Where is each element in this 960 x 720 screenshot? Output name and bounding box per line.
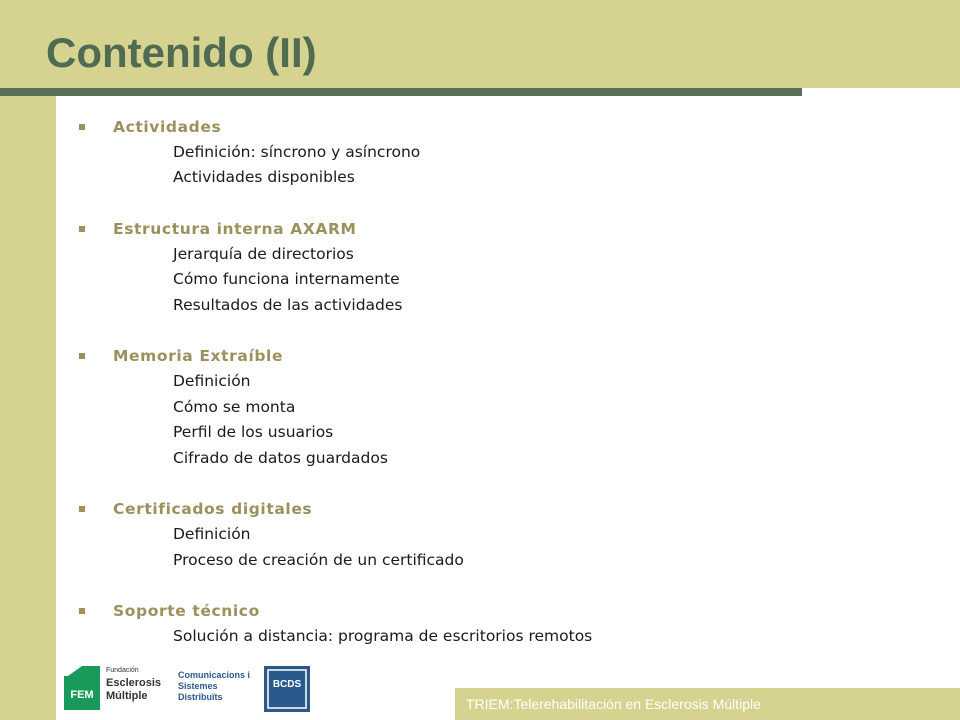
square-bullet-icon	[79, 506, 85, 512]
sub-item: Perfil de los usuarios	[173, 423, 334, 441]
fem-line2: Múltiple	[106, 690, 148, 702]
section-heading	[79, 344, 919, 370]
cs-line2: Sistemes	[178, 681, 218, 691]
sub-item: Cómo se monta	[173, 397, 296, 416]
heading-text: Memoria Extraíble	[113, 347, 284, 366]
sub-item: Cifrado de datos guardados	[173, 448, 388, 467]
section-soporte	[79, 599, 919, 650]
fem-line1: Esclerosis	[106, 677, 162, 689]
partner-logos-graphic	[62, 660, 322, 716]
section-certificados	[79, 497, 919, 574]
section-heading	[79, 114, 919, 140]
bcds-logo	[264, 666, 310, 712]
sub-item: Definición	[173, 525, 251, 543]
fem-small-label: Fundación	[106, 667, 139, 674]
heading-text: Actividades	[113, 117, 222, 136]
fem-logo-label: FEM	[70, 689, 94, 701]
sub-item: Jerarquía de directorios	[173, 244, 354, 263]
heading-text: Soporte técnico	[113, 602, 260, 621]
square-bullet-icon	[79, 226, 85, 232]
slide-content	[79, 114, 919, 675]
sub-item: Proceso de creación de un certificado	[173, 550, 464, 569]
cs-line3: Distribuïts	[178, 692, 223, 702]
section-heading	[79, 216, 919, 242]
sub-item: Solución a distancia: programa de escritorios remotos	[173, 627, 593, 645]
section-heading	[79, 497, 919, 523]
footer-logos	[62, 660, 322, 716]
cs-logo	[178, 670, 250, 702]
footer-text: TRIEM:Telerehabilitación en Esclerosis Múltiple	[466, 696, 761, 712]
slide-title: Contenido (II)	[46, 29, 317, 76]
sub-item: Resultados de las actividades	[173, 295, 403, 314]
sub-item: Definición: síncrono y asíncrono	[173, 142, 421, 161]
section-heading	[79, 599, 919, 625]
bcds-logo-label: BCDS	[272, 679, 302, 690]
footer-bar	[455, 688, 960, 720]
sub-item: Definición	[173, 372, 251, 390]
left-decorative-band	[0, 0, 56, 720]
section-estructura	[79, 216, 919, 318]
square-bullet-icon	[79, 124, 85, 130]
heading-text: Estructura interna AXARM	[113, 219, 357, 238]
sub-item: Cómo funciona internamente	[173, 270, 400, 288]
section-memoria	[79, 344, 919, 472]
title-underline-rule	[0, 88, 802, 96]
cs-line1: Comunicacions i	[178, 670, 251, 680]
square-bullet-icon	[79, 608, 85, 614]
title-band	[0, 0, 960, 88]
fem-logo	[64, 666, 161, 710]
heading-text: Certificados digitales	[113, 500, 313, 519]
square-bullet-icon	[79, 353, 85, 359]
sub-item: Actividades disponibles	[173, 168, 355, 186]
section-actividades	[79, 114, 919, 191]
fem-logo-roof	[68, 666, 100, 676]
